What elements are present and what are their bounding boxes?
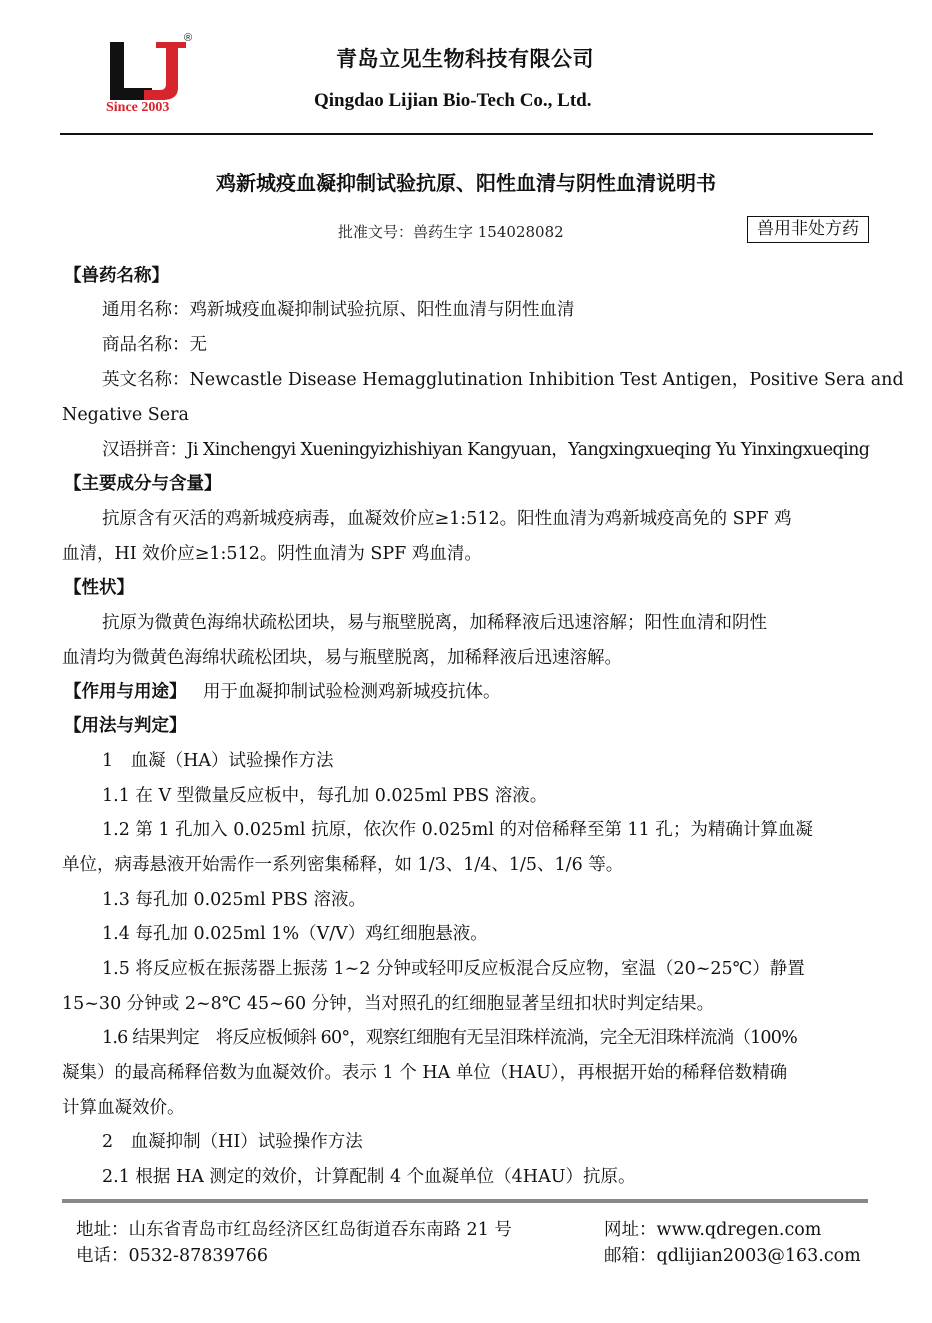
composition-paragraph-line: 抗原含有灭活的鸡新城疫病毒，血凝效价应≥1:512。阳性血清为鸡新城疫高免的 SPF 鸡 xyxy=(102,509,792,529)
properties-paragraph-line: 血清均为微黄色海绵状疏松团块，易与瓶壁脱离，加稀释液后迅速溶解。 xyxy=(62,648,622,668)
composition-paragraph-line: 血清，HI 效价应≥1:512。阴性血清为 SPF 鸡血清。 xyxy=(62,544,482,564)
company-name-cn: 青岛立见生物科技有限公司 xyxy=(336,47,594,71)
section-heading-composition: 【主要成分与含量】 xyxy=(64,474,222,494)
footer-phone: 电话：0532-87839766 xyxy=(76,1246,269,1266)
company-name-en: Qingdao Lijian Bio-Tech Co., Ltd. xyxy=(314,90,592,111)
method-step-line: 15~30 分钟或 2~8℃ 45~60 分钟，当对照孔的红细胞显著呈纽扣状时判定结果。 xyxy=(62,994,715,1014)
footer-email: 邮箱：qdlijian2003@163.com xyxy=(604,1246,861,1266)
method-step-line: 1 血凝（HA）试验操作方法 xyxy=(102,751,334,771)
section-heading-drug-name: 【兽药名称】 xyxy=(64,266,169,286)
method-step-line: 凝集）的最高稀释倍数为血凝效价。表示 1 个 HA 单位（HAU），再根据开始的稀释倍数精确 xyxy=(62,1063,788,1083)
logo-since-text: Since 2003 xyxy=(106,100,170,115)
company-logo xyxy=(104,32,198,118)
footer-divider xyxy=(62,1199,868,1203)
pinyin-name-line: 汉语拼音：Ji Xinchengyi Xueningyizhishiyan Kangyuan，Yangxingxueqing Yu Yinxingxueqing xyxy=(102,440,870,460)
method-step-line: 1.4 每孔加 0.025ml 1%（V/V）鸡红细胞悬液。 xyxy=(102,924,488,944)
section-heading-usage: 【作用与用途】 xyxy=(64,682,187,702)
footer-website: 网址：www.qdregen.com xyxy=(604,1220,822,1240)
method-step-line: 1.3 每孔加 0.025ml PBS 溶液。 xyxy=(102,890,366,910)
method-step-line: 2.1 根据 HA 测定的效价，计算配制 4 个血凝单位（4HAU）抗原。 xyxy=(102,1167,636,1187)
document-title: 鸡新城疫血凝抑制试验抗原、阳性血清与阴性血清说明书 xyxy=(216,171,716,195)
section-heading-method: 【用法与判定】 xyxy=(64,716,187,736)
method-step-line: 2 血凝抑制（HI）试验操作方法 xyxy=(102,1132,363,1152)
method-step-line: 1.2 第 1 孔加入 0.025ml 抗原，依次作 0.025ml 的对倍稀释至第 11 孔；为精确计算血凝 xyxy=(102,820,813,840)
otc-label-box: 兽用非处方药 xyxy=(747,216,869,243)
method-step-line: 1.1 在 V 型微量反应板中，每孔加 0.025ml PBS 溶液。 xyxy=(102,786,548,806)
section-heading-properties: 【性状】 xyxy=(64,578,134,598)
method-step-line: 1.6 结果判定 将反应板倾斜 60°，观察红细胞有无呈泪珠样流淌，完全无泪珠样流淌（100% xyxy=(102,1028,797,1048)
method-step-line: 1.5 将反应板在振荡器上振荡 1~2 分钟或轻叩反应板混合反应物，室温（20~25℃）静置 xyxy=(102,959,805,979)
usage-text: 用于血凝抑制试验检测鸡新城疫抗体。 xyxy=(203,682,501,702)
generic-name-line: 通用名称：鸡新城疫血凝抑制试验抗原、阳性血清与阴性血清 xyxy=(102,300,575,320)
trade-name-line: 商品名称：无 xyxy=(102,335,207,355)
english-name-line: 英文名称：Newcastle Disease Hemagglutination Inhibition Test Antigen，Positive Sera and xyxy=(102,370,904,390)
footer-address: 地址：山东省青岛市红岛经济区红岛街道吞东南路 21 号 xyxy=(76,1220,512,1240)
registered-mark: ® xyxy=(184,32,193,44)
header-divider xyxy=(60,133,873,135)
method-step-line: 单位，病毒悬液开始需作一系列密集稀释，如 1/3、1/4、1/5、1/6 等。 xyxy=(62,855,624,875)
properties-paragraph-line: 抗原为微黄色海绵状疏松团块，易与瓶壁脱离，加稀释液后迅速溶解；阳性血清和阴性 xyxy=(102,613,767,633)
logo-mark-icon xyxy=(104,38,198,108)
approval-number: 批准文号：兽药生字 154028082 xyxy=(338,223,564,241)
english-name-line-cont: Negative Sera xyxy=(62,405,189,425)
method-step-line: 计算血凝效价。 xyxy=(62,1098,185,1118)
